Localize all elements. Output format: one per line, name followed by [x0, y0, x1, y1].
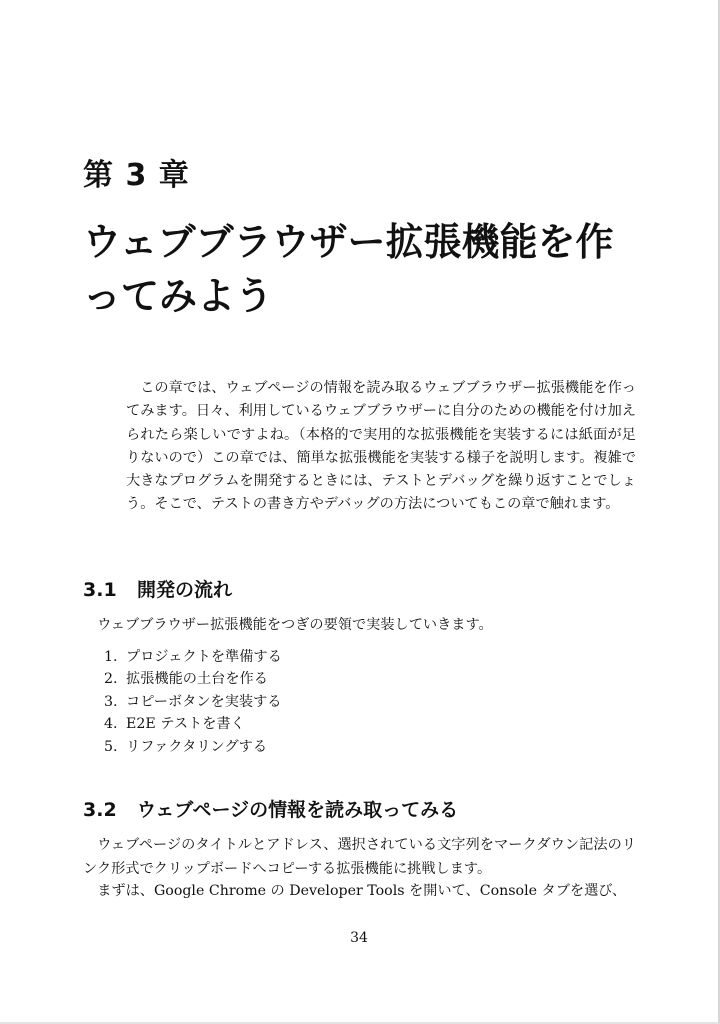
list-item-number: 1.	[104, 649, 118, 665]
list-item-text: E2E テストを書く	[126, 716, 245, 733]
list-item	[104, 736, 282, 758]
list-item-text: コピーボタンを実装する	[126, 693, 282, 710]
list-item-text: リファクタリングする	[126, 738, 268, 755]
section-number: 3.1	[83, 579, 117, 601]
list-item	[104, 713, 282, 735]
page-number: 34	[350, 930, 368, 946]
list-item	[104, 668, 282, 690]
chapter-title: ウェブブラウザー拡張機能を作ってみよう	[83, 220, 614, 318]
section-heading-3-1	[83, 575, 232, 602]
section-title: 開発の流れ	[137, 579, 233, 601]
chapter-label: 第 3 章	[83, 158, 190, 193]
list-item-number: 4.	[104, 716, 118, 733]
section-title: ウェブページの情報を読み取ってみる	[137, 799, 459, 821]
section-number: 3.2	[83, 799, 117, 821]
section-heading-3-2	[83, 795, 458, 822]
section-paragraph: まずは、Google Chrome の Developer Tools を開いて、Console タブを選び、	[97, 883, 627, 899]
section-paragraph: ウェブページのタイトルとアドレス、選択されている文字列をマークダウン記法のリンク形式でクリップボードへコピーする拡張機能に挑戦します。	[83, 837, 636, 877]
list-item	[104, 691, 282, 713]
chapter-abstract: この章では、ウェブページの情報を読み取るウェブブラウザー拡張機能を作ってみます。日々、利用しているウェブブラウザーに自分のための機能を付け加えられたら楽しいですよね。（本格的で実用的な拡張機能を実装するには紙面が足りないので）この章では、簡単な拡張機能を実装する様子を説明します。複雑で大きなプログラムを開発するときには、テストとデバッグを繰り返すことでしょう。そこで、テストの書き方やデバッグの方法についてもこの章で触れます。	[126, 380, 636, 513]
section-intro: ウェブブラウザー拡張機能をつぎの要領で実装していきます。	[97, 617, 493, 633]
list-item-number: 2.	[104, 671, 118, 688]
steps-list	[104, 646, 282, 758]
list-item-number: 5.	[104, 738, 118, 755]
list-item-text: プロジェクトを準備する	[126, 649, 282, 665]
list-item	[104, 646, 282, 668]
list-item-number: 3.	[104, 693, 118, 710]
list-item-text: 拡張機能の土台を作る	[126, 671, 268, 688]
